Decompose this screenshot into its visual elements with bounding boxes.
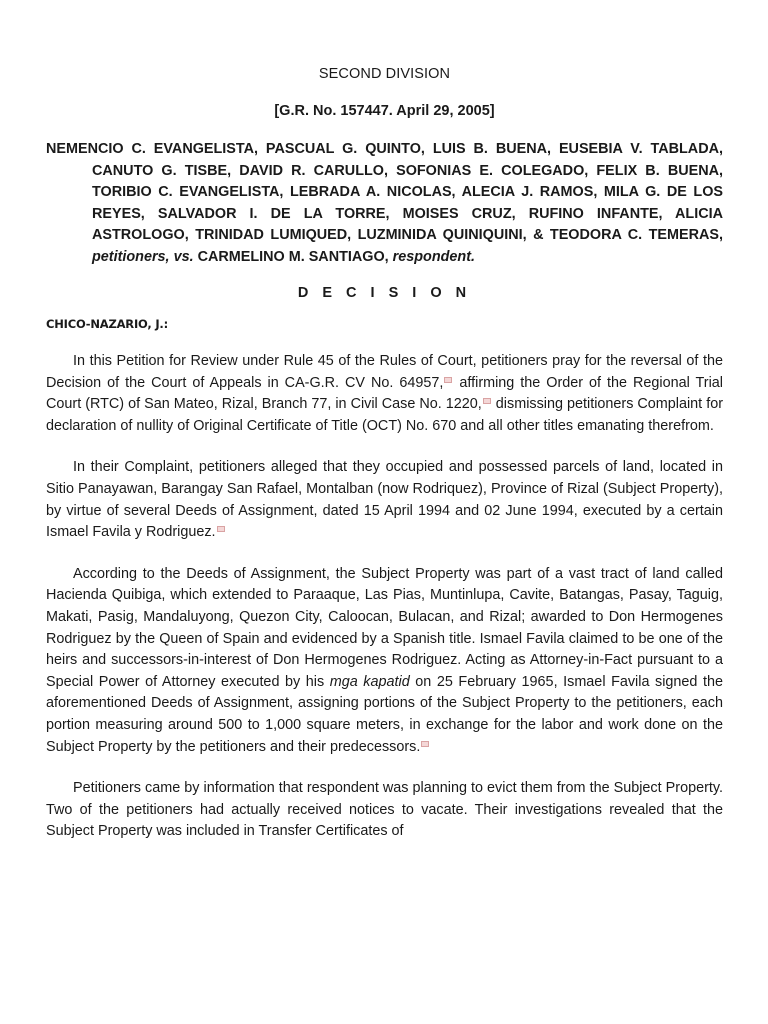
paragraph-4 [46,778,723,843]
paragraph-4-text: Petitioners came by information that respondent was planning to evict them from the Subject Property. Two of the petitioners had actually received notices to vacate. Their investigations revealed that the Subject Property was included in Transfer Certificates of [46,780,723,840]
paragraph-3 [46,564,723,758]
parties-block [46,139,723,268]
paragraph-3-text-b: on 25 February 1965, Ismael Favila signed the aforementioned Deeds of Assignment, assigning portions of the Subject Property to the petitioners, each portion measuring around 500 to 1,000 square meters, in exchange for the labor and work done on the Subject Property by the petitioners and their predecessors. [46,673,723,755]
paragraph-1 [46,351,723,437]
paragraph-1-text-c: dismissing petitioners Complaint for declaration of nullity of Original Certificate of Title (OCT) No. 670 and all other titles emanating therefrom. [46,396,723,434]
petitioners-names: NEMENCIO C. EVANGELISTA, PASCUAL G. QUINTO, LUIS B. BUENA, EUSEBIA V. TABLADA, CANUTO G. TISBE, DAVID R. CARULLO, SOFONIAS E. COLEGADO, FELIX B. BUENA, TORIBIO C. EVANGELISTA, LEBRADA A. NICOLAS, ALECIA J. RAMOS, MILA G. DE LOS REYES, SALVADOR I. DE LA TORRE, MOISES CRUZ, RUFINO INFANTE, ALICIA ASTROLOGO, TRINIDAD LUMIQUED, LUZMINIDA QUINIQUINI, & TEODORA C. TEMERAS, [46,141,723,243]
vs-label: vs. [173,248,194,265]
respondent-label: respondent. [392,248,476,265]
footnote-marker-icon[interactable] [217,526,225,532]
petitioners-label: petitioners, [92,248,170,265]
paragraph-3-italic: mga kapatid [329,673,410,690]
respondent-name: CARMELINO M. SANTIAGO, [197,248,389,265]
footnote-marker-icon[interactable] [483,398,491,404]
case-number: [G.R. No. 157447. April 29, 2005] [274,103,495,119]
decision-title: D E C I S I O N [297,285,472,301]
footnote-marker-icon[interactable] [444,377,452,383]
paragraph-1-text-a: In this Petition for Review under Rule 45 of the Rules of Court, petitioners pray for the reversal of the Decision of the Court of Appeals in CA-G.R. CV No. 64957, [46,353,723,391]
footnote-marker-icon[interactable] [421,741,429,747]
paragraph-3-text-a: According to the Deeds of Assignment, the Subject Property was part of a vast tract of land called Hacienda Quibiga, which extended to Paraaque, Las Pias, Muntinlupa, Cavite, Batangas, Pasay, Taguig, Makati, Pasig, Mandaluyong, Quezon City, Caloocan, Bulacan, and Rizal; awarded to Don Hermogenes Rodriguez by the Queen of Spain and evidenced by a Spanish title. Ismael Favila claimed to be one of the heirs and successors-in-interest of Don Hermogenes Rodriguez. Acting as Attorney-in-Fact pursuant to a Special Power of Attorney executed by his [46,565,723,690]
paragraph-1-text-b: affirming the Order of the Regional Trial Court (RTC) of San Mateo, Rizal, Branch 77, in Civil Case No. 1220, [46,374,723,413]
ponente: CHICO-NAZARIO, J.: [46,317,168,331]
paragraph-2 [46,457,723,543]
paragraph-2-text: In their Complaint, petitioners alleged that they occupied and possessed parcels of land, located in Sitio Panayawan, Barangay San Rafael, Montalban (now Rodriquez), Province of Rizal (Subject Property), by virtue of several Deeds of Assignment, dated 15 April 1994 and 02 June 1994, executed by a certain Ismael Favila y Rodriguez. [46,459,723,541]
division-heading: SECOND DIVISION [318,66,451,82]
